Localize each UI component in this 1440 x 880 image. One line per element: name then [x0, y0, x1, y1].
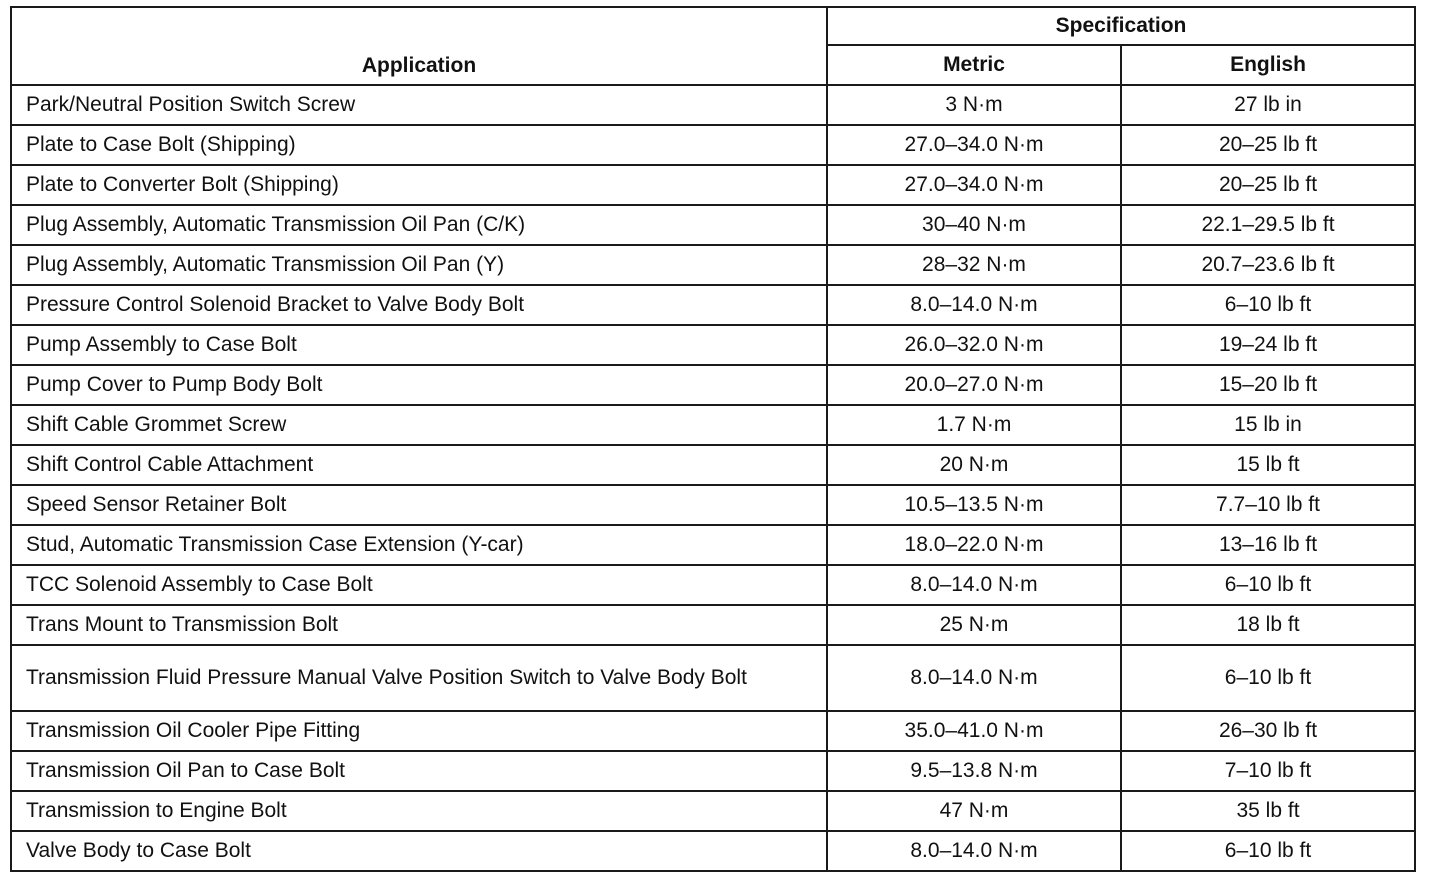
header-row-top — [11, 7, 1415, 45]
english-cell: 6–10 lb ft — [1121, 565, 1415, 605]
application-cell: Plug Assembly, Automatic Transmission Oil Pan (Y) — [11, 245, 827, 285]
table-row — [11, 325, 1415, 365]
metric-cell: 20 N·m — [827, 445, 1121, 485]
application-cell: Pump Cover to Pump Body Bolt — [11, 365, 827, 405]
english-cell: 20–25 lb ft — [1121, 165, 1415, 205]
english-cell: 20–25 lb ft — [1121, 125, 1415, 165]
application-cell: Transmission Fluid Pressure Manual Valve Position Switch to Valve Body Bolt — [11, 645, 827, 711]
table-row — [11, 831, 1415, 871]
english-cell: 15 lb in — [1121, 405, 1415, 445]
application-cell: Plate to Converter Bolt (Shipping) — [11, 165, 827, 205]
metric-cell: 20.0–27.0 N·m — [827, 365, 1121, 405]
application-cell: Pressure Control Solenoid Bracket to Valve Body Bolt — [11, 285, 827, 325]
metric-cell: 18.0–22.0 N·m — [827, 525, 1121, 565]
table-row — [11, 751, 1415, 791]
metric-cell: 8.0–14.0 N·m — [827, 831, 1121, 871]
english-cell: 26–30 lb ft — [1121, 711, 1415, 751]
application-cell: Transmission Oil Pan to Case Bolt — [11, 751, 827, 791]
application-cell: Transmission Oil Cooler Pipe Fitting — [11, 711, 827, 751]
metric-cell: 35.0–41.0 N·m — [827, 711, 1121, 751]
metric-cell: 27.0–34.0 N·m — [827, 125, 1121, 165]
application-cell: Shift Cable Grommet Screw — [11, 405, 827, 445]
english-cell: 22.1–29.5 lb ft — [1121, 205, 1415, 245]
table-row — [11, 525, 1415, 565]
english-cell: 20.7–23.6 lb ft — [1121, 245, 1415, 285]
metric-cell: 8.0–14.0 N·m — [827, 565, 1121, 605]
english-cell: 7.7–10 lb ft — [1121, 485, 1415, 525]
table-row — [11, 605, 1415, 645]
english-cell: 6–10 lb ft — [1121, 285, 1415, 325]
application-cell: Plate to Case Bolt (Shipping) — [11, 125, 827, 165]
metric-cell: 1.7 N·m — [827, 405, 1121, 445]
table-row — [11, 245, 1415, 285]
application-cell: Transmission to Engine Bolt — [11, 791, 827, 831]
table-row — [11, 205, 1415, 245]
english-cell: 15 lb ft — [1121, 445, 1415, 485]
application-cell: Pump Assembly to Case Bolt — [11, 325, 827, 365]
header-application: Application — [11, 7, 827, 85]
table-row — [11, 405, 1415, 445]
metric-cell: 8.0–14.0 N·m — [827, 285, 1121, 325]
table-row — [11, 445, 1415, 485]
table-row — [11, 645, 1415, 711]
header-metric: Metric — [827, 45, 1121, 85]
english-cell: 19–24 lb ft — [1121, 325, 1415, 365]
metric-cell: 27.0–34.0 N·m — [827, 165, 1121, 205]
english-cell: 15–20 lb ft — [1121, 365, 1415, 405]
table-row — [11, 711, 1415, 751]
metric-cell: 47 N·m — [827, 791, 1121, 831]
application-cell: Shift Control Cable Attachment — [11, 445, 827, 485]
english-cell: 35 lb ft — [1121, 791, 1415, 831]
table-row — [11, 791, 1415, 831]
english-cell: 7–10 lb ft — [1121, 751, 1415, 791]
application-cell: Park/Neutral Position Switch Screw — [11, 85, 827, 125]
metric-cell: 25 N·m — [827, 605, 1121, 645]
metric-cell: 26.0–32.0 N·m — [827, 325, 1121, 365]
english-cell: 13–16 lb ft — [1121, 525, 1415, 565]
metric-cell: 3 N·m — [827, 85, 1121, 125]
application-cell: Speed Sensor Retainer Bolt — [11, 485, 827, 525]
metric-cell: 30–40 N·m — [827, 205, 1121, 245]
table-row — [11, 165, 1415, 205]
torque-spec-table — [10, 6, 1416, 872]
table-body — [11, 85, 1415, 871]
application-cell: Valve Body to Case Bolt — [11, 831, 827, 871]
metric-cell: 28–32 N·m — [827, 245, 1121, 285]
metric-cell: 9.5–13.8 N·m — [827, 751, 1121, 791]
english-cell: 27 lb in — [1121, 85, 1415, 125]
table-row — [11, 565, 1415, 605]
application-cell: TCC Solenoid Assembly to Case Bolt — [11, 565, 827, 605]
table-header — [11, 7, 1415, 85]
application-cell: Stud, Automatic Transmission Case Extension (Y-car) — [11, 525, 827, 565]
header-specification: Specification — [827, 7, 1415, 45]
table-row — [11, 285, 1415, 325]
english-cell: 18 lb ft — [1121, 605, 1415, 645]
table-row — [11, 125, 1415, 165]
metric-cell: 8.0–14.0 N·m — [827, 645, 1121, 711]
english-cell: 6–10 lb ft — [1121, 831, 1415, 871]
header-english: English — [1121, 45, 1415, 85]
metric-cell: 10.5–13.5 N·m — [827, 485, 1121, 525]
application-cell: Plug Assembly, Automatic Transmission Oil Pan (C/K) — [11, 205, 827, 245]
table-row — [11, 485, 1415, 525]
application-cell: Trans Mount to Transmission Bolt — [11, 605, 827, 645]
table-row — [11, 365, 1415, 405]
table-row — [11, 85, 1415, 125]
english-cell: 6–10 lb ft — [1121, 645, 1415, 711]
